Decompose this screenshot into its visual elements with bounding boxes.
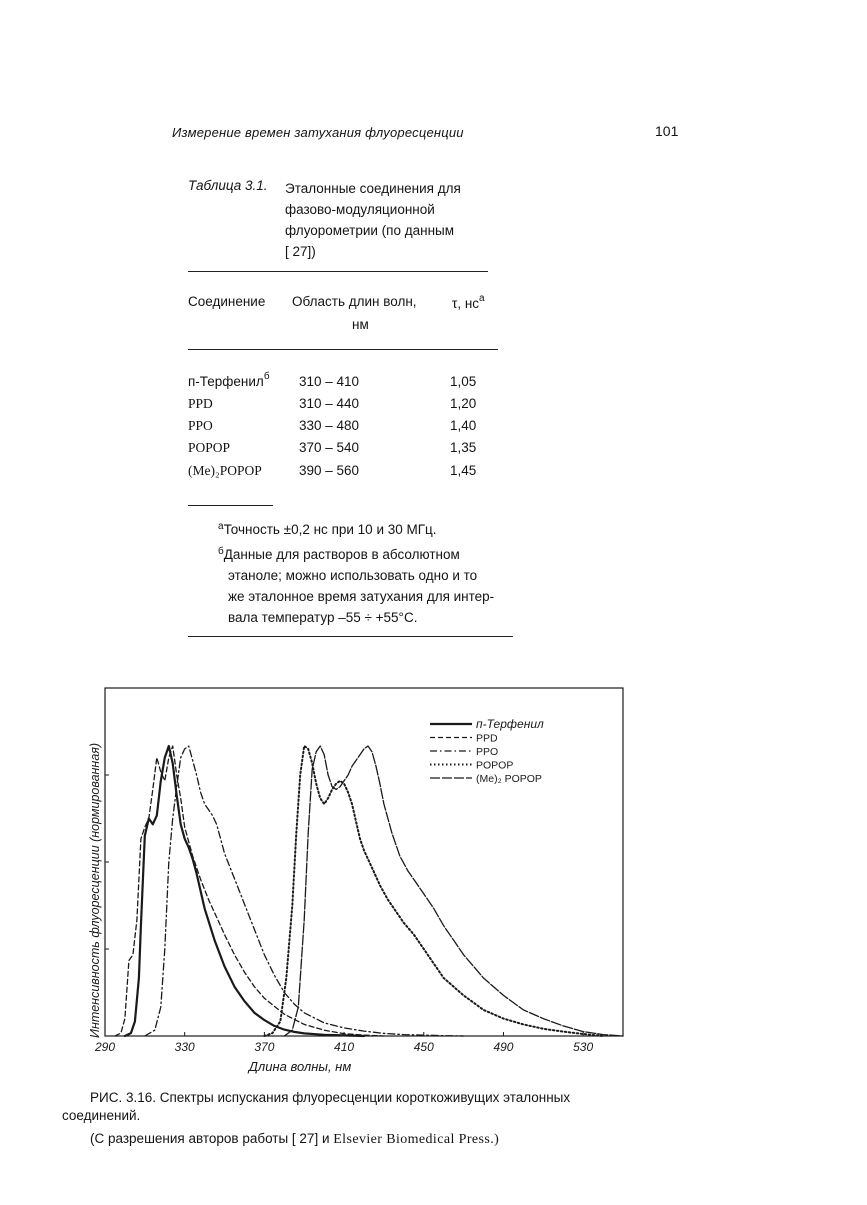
table-caption-line: фазово-модуляционной — [285, 202, 435, 217]
figure-caption-line: соединений. — [62, 1108, 141, 1123]
cell-tau: 1,35 — [450, 440, 477, 455]
x-tick-label: 530 — [573, 1040, 594, 1054]
cell-range: 310 – 440 — [299, 396, 360, 411]
column-header-tau-text: τ, нс — [452, 296, 480, 311]
table-caption-line: [ 27]) — [285, 244, 316, 259]
column-header-compound: Соединение — [188, 294, 266, 309]
footnote-text: вала температур –55 ÷ +55°С. — [228, 610, 418, 625]
x-tick-label: 370 — [254, 1040, 275, 1054]
table-top-rule — [188, 271, 488, 272]
legend-label: PPD — [476, 732, 498, 745]
running-title: Измерение времен затухания флуоресценции — [172, 125, 464, 140]
x-tick-label: 450 — [413, 1040, 434, 1054]
cell-range: 310 – 410 — [299, 374, 360, 389]
table-caption-line: флуорометрии (по данным — [285, 223, 455, 238]
table-header-rule — [188, 349, 498, 350]
series-line-0 — [125, 746, 364, 1036]
legend-label: POPOP — [476, 759, 514, 772]
x-tick-label: 490 — [493, 1040, 514, 1054]
x-tick-label: 410 — [334, 1040, 355, 1054]
cell-compound: (Me)₂POPOP — [188, 463, 262, 478]
x-tick-label: 330 — [174, 1040, 195, 1054]
legend-label: (Me)₂ POPOP — [476, 773, 542, 785]
column-header-tau-sup: а — [479, 293, 485, 304]
figure-caption — [90, 1087, 690, 1108]
cell-compound: PPD — [188, 396, 213, 411]
table-caption — [285, 178, 505, 262]
legend-label: PPO — [476, 746, 499, 758]
y-axis-label: Интенсивность флуоресценции (нормированная) — [88, 742, 102, 1038]
cell-range: 330 – 480 — [299, 418, 360, 433]
table-footnote-rule — [188, 505, 273, 506]
column-header-range: Область длин волн, — [292, 294, 417, 309]
footnote-text: же эталонное время затухания для интер- — [228, 589, 495, 604]
cell-compound: POPOP — [188, 440, 231, 455]
series-line-3 — [264, 746, 603, 1036]
series-line-4 — [284, 746, 623, 1036]
footnote-mark: б — [218, 546, 224, 557]
cell-compound: п-Терфенил — [188, 374, 264, 389]
cell-tau: 1,20 — [450, 396, 477, 411]
figure-credit — [90, 1131, 499, 1148]
cell-range: 370 – 540 — [299, 440, 360, 455]
legend-label: п-Терфенил — [476, 717, 544, 731]
table-bottom-rule — [188, 636, 513, 637]
footnote-text: этаноле; можно использовать одно и то — [228, 568, 478, 583]
footnote-mark: а — [218, 521, 224, 532]
column-header-tau — [452, 293, 485, 311]
figure-caption-line: РИС. 3.16. Спектры испускания флуоресценции короткоживущих эталонных — [90, 1090, 571, 1105]
plot-frame — [105, 688, 623, 1036]
cell-compound: PPO — [188, 418, 213, 433]
table-row — [188, 371, 270, 389]
cell-tau: 1,05 — [450, 374, 477, 389]
series-line-1 — [115, 746, 384, 1036]
footnote-a — [218, 519, 437, 540]
cell-compound-sup: б — [263, 371, 270, 382]
column-header-range-unit: нм — [352, 317, 369, 332]
footnote-text: Точность ±0,2 нс при 10 и 30 МГц. — [223, 522, 437, 537]
series-line-2 — [145, 746, 464, 1036]
table-caption-line: Эталонные соединения для — [285, 181, 461, 196]
x-tick-label: 290 — [94, 1040, 116, 1054]
table-label: Таблица 3.1. — [188, 178, 268, 193]
cell-tau: 1,40 — [450, 418, 477, 433]
figure-credit-text: (С разрешения авторов работы [ 27] и — [90, 1131, 334, 1146]
figure-credit-publisher: Elsevier Biomedical Press.) — [333, 1132, 500, 1147]
x-axis-label: Длина волны, нм — [248, 1059, 352, 1074]
cell-tau: 1,45 — [450, 463, 477, 478]
page-number: 101 — [655, 123, 679, 139]
footnote-text: Данные для растворов в абсолютном — [223, 547, 460, 562]
cell-range: 390 – 560 — [299, 463, 360, 478]
emission-spectra-chart — [80, 680, 640, 1080]
footnote-b — [218, 544, 558, 628]
